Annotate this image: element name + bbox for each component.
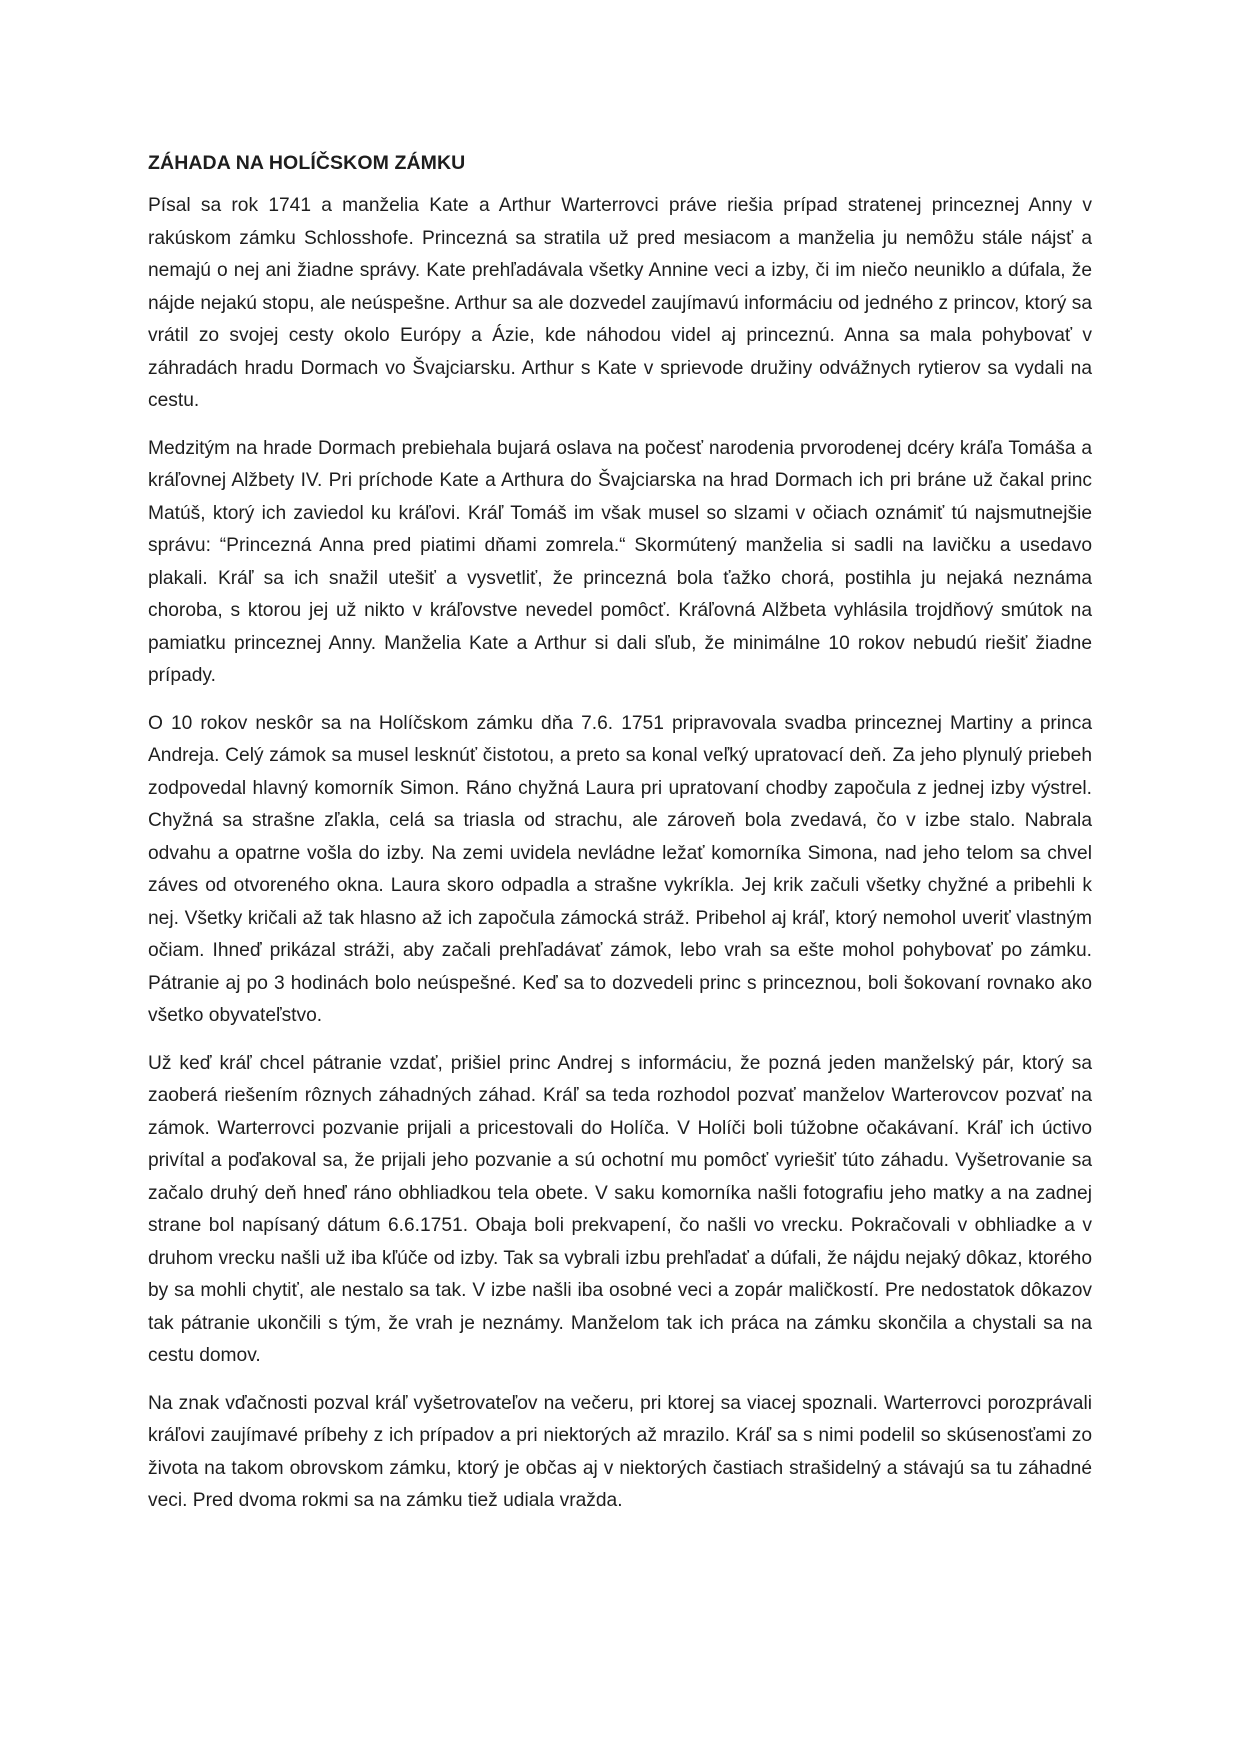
paragraph: Už keď kráľ chcel pátranie vzdať, prišiel princ Andrej s informáciu, že pozná jeden manželský pár, ktorý sa zaoberá riešením rôznych záhadných záhad. Kráľ sa teda rozhodol pozvať manželov Warterovcov pozvať na zámok. Warterrovci pozvanie prijali a pricestovali do Holíča. V Holíči boli túžobne očakávaní. Kráľ ich úctivo privítal a poďakoval sa, že prijali jeho pozvanie a sú ochotní mu pomôcť vyriešiť túto záhadu. Vyšetrovanie sa začalo druhý deň hneď ráno obhliadkou tela obete. V saku komorníka našli fotografiu jeho matky a na zadnej strane bol napísaný dátum 6.6.1751. Obaja boli prekvapení, čo našli vo vrecku. Pokračovali v obhliadke a v druhom vrecku našli už iba kľúče od izby. Tak sa vybrali izbu prehľadať a dúfali, že nájdu nejaký dôkaz, ktorého by sa mohli chytiť, ale nestalo sa tak. V izbe našli iba osobné veci a zopár maličkostí. Pre nedostatok dôkazov tak pátranie ukončili s tým, že vrah je neznámy. Manželom tak ich práca na zámku skončila a chystali sa na cestu domov. — [148, 1052, 1092, 1366]
paragraph: O 10 rokov neskôr sa na Holíčskom zámku dňa 7.6. 1751 pripravovala svadba princeznej Martiny a princa Andreja. Celý zámok sa musel lesknúť čistotou, a preto sa konal veľký upratovací deň. Za jeho plynulý priebeh zodpovedal hlavný komorník Simon. Ráno chyžná Laura pri upratovaní chodby započula z jednej izby výstrel. Chyžná sa strašne zľakla, celá sa triasla od strachu, ale zároveň bola zvedavá, čo v izbe stalo. Nabrala odvahu a opatrne vošla do izby. Na zemi uvidela nevládne ležať komorníka Simona, nad jeho telom sa chvel záves od otvoreného okna. Laura skoro odpadla a strašne vykríkla. Jej krik začuli všetky chyžné a pribehli k nej. Všetky kričali až tak hlasno až ich započula zámocká stráž. Pribehol aj kráľ, ktorý nemohol uveriť vlastným očiam. Ihneď prikázal stráži, aby začali prehľadávať zámok, lebo vrah sa ešte mohol pohybovať po zámku. Pátranie aj po 3 hodinách bolo neúspešné. Keď sa to dozvedeli princ s princeznou, boli šokovaní rovnako ako všetko obyvateľstvo. — [148, 712, 1092, 1026]
document-title: ZÁHADA NA HOLÍČSKOM ZÁMKU — [148, 152, 466, 174]
paragraph: Medzitým na hrade Dormach prebiehala bujará oslava na počesť narodenia prvorodenej dcéry kráľa Tomáša a kráľovnej Alžbety IV. Pri príchode Kate a Arthura do Švajciarska na hrad Dormach ich pri bráne už čakal princ Matúš, ktorý ich zaviedol ku kráľovi. Kráľ Tomáš im však musel so slzami v očiach oznámiť tú najsmutnejšie správu: “Princezná Anna pred piatimi dňami zomrela.“ Skormútený manželia si sadli na lavičku a usedavo plakali. Kráľ sa ich snažil utešiť a vysvetliť, že princezná bola ťažko chorá, postihla ju nejaká neznáma choroba, s ktorou jej už nikto v kráľovstve nevedel pomôcť. Kráľovná Alžbeta vyhlásila trojdňový smútok na pamiatku princeznej Anny. Manželia Kate a Arthur si dali sľub, že minimálne 10 rokov nebudú riešiť žiadne prípady. — [148, 437, 1092, 686]
paragraph: Na znak vďačnosti pozval kráľ vyšetrovateľov na večeru, pri ktorej sa viacej spoznali. Warterrovci porozprávali kráľovi zaujímavé príbehy z ich prípadov a pri niektorých až mrazilo. Kráľ sa s nimi podelil so skúsenosťami zo života na takom obrovskom zámku, ktorý je občas aj v niektorých častiach strašidelný a stávajú sa tu záhadné veci. Pred dvoma rokmi sa na zámku tiež udiala vražda. — [148, 1392, 1092, 1511]
document-body — [148, 148, 1092, 1533]
paragraph: Písal sa rok 1741 a manželia Kate a Arthur Warterrovci práve riešia prípad stratenej princeznej Anny v rakúskom zámku Schlosshofe. Princezná sa stratila už pred mesiacom a manželia ju nemôžu stále nájsť a nemajú o nej ani žiadne správy. Kate prehľadávala všetky Annine veci a izby, či im niečo neuniklo a dúfala, že nájde nejakú stopu, ale neúspešne. Arthur sa ale dozvedel zaujímavú informáciu od jedného z princov, ktorý sa vrátil zo svojej cesty okolo Európy a Ázie, kde náhodou videl aj princeznú. Anna sa mala pohybovať v záhradách hradu Dormach vo Švajciarsku. Arthur s Kate v sprievode družiny odvážnych rytierov sa vydali na cestu. — [148, 195, 1092, 411]
